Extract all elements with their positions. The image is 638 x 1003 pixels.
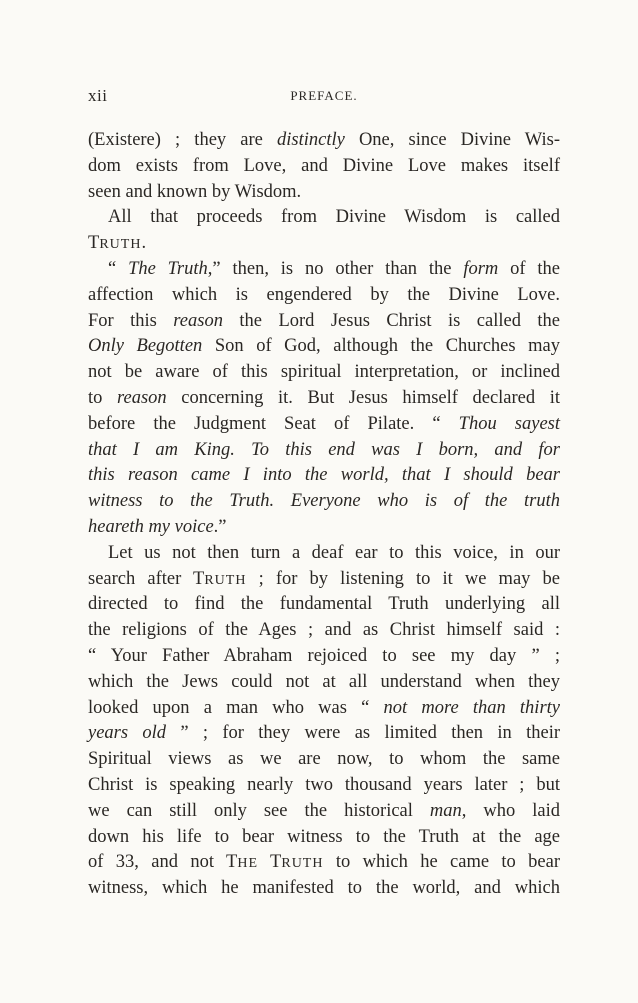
body-text <box>88 128 560 902</box>
text-line: affection which is engendered by the Divine Love. <box>88 284 560 305</box>
text-line: looked upon a man who was “ not more than thirty <box>88 697 560 718</box>
text-line: that I am King. To this end was I born, and for <box>88 439 560 460</box>
text-line: years old ” ; for they were as limited then in their <box>88 723 560 744</box>
text-line: down his life to bear witness to the Truth at the age <box>88 826 560 847</box>
text-line: the religions of the Ages ; and as Christ himself said : <box>88 620 560 641</box>
page-number: xii <box>88 86 108 105</box>
text-line: Only Begotten Son of God, although the Churches may <box>88 336 560 357</box>
text-line: For this reason the Lord Jesus Christ is called the <box>88 310 560 331</box>
text-line: dom exists from Love, and Divine Love makes itself <box>88 155 560 176</box>
text-line: search after TRUTH ; for by listening to it we may be <box>88 568 560 589</box>
text-line: not be aware of this spiritual interpretation, or inclined <box>88 362 560 383</box>
text-line: before the Judgment Seat of Pilate. “ Thou sayest <box>88 413 561 434</box>
text-line: which the Jews could not at all understand when they <box>88 671 560 692</box>
text-line: to reason concerning it. But Jesus himself declared it <box>88 387 560 408</box>
text-line: witness, which he manifested to the world, and which <box>88 878 560 899</box>
text-line: seen and known by Wisdom. <box>88 181 302 202</box>
text-line: (Existere) ; they are distinctly One, since Divine Wis- <box>88 130 560 150</box>
text-line: of 33, and not THE TRUTH to which he came to bear <box>88 852 561 873</box>
text-line: “ Your Father Abraham rejoiced to see my day ” ; <box>88 645 560 666</box>
text-line: Christ is speaking nearly two thousand years later ; but <box>88 774 560 795</box>
page-header <box>88 86 560 108</box>
text-line: Spiritual views as we are now, to whom the same <box>88 749 560 770</box>
text-line: “ The Truth,” then, is no other than the form of the <box>108 258 561 279</box>
running-title: PREFACE. <box>290 88 358 103</box>
text-line: Let us not then turn a deaf ear to this voice, in our <box>108 542 560 563</box>
text-line: All that proceeds from Divine Wisdom is called <box>108 207 560 228</box>
text-line: directed to find the fundamental Truth underlying all <box>88 594 560 615</box>
text-line: we can still only see the historical man, who laid <box>88 800 560 821</box>
text-line: witness to the Truth. Everyone who is of the truth <box>88 491 560 512</box>
text-line: TRUTH. <box>88 233 147 254</box>
text-line: this reason came I into the world, that I should bear <box>88 465 560 486</box>
text-line: heareth my voice.” <box>88 516 227 537</box>
